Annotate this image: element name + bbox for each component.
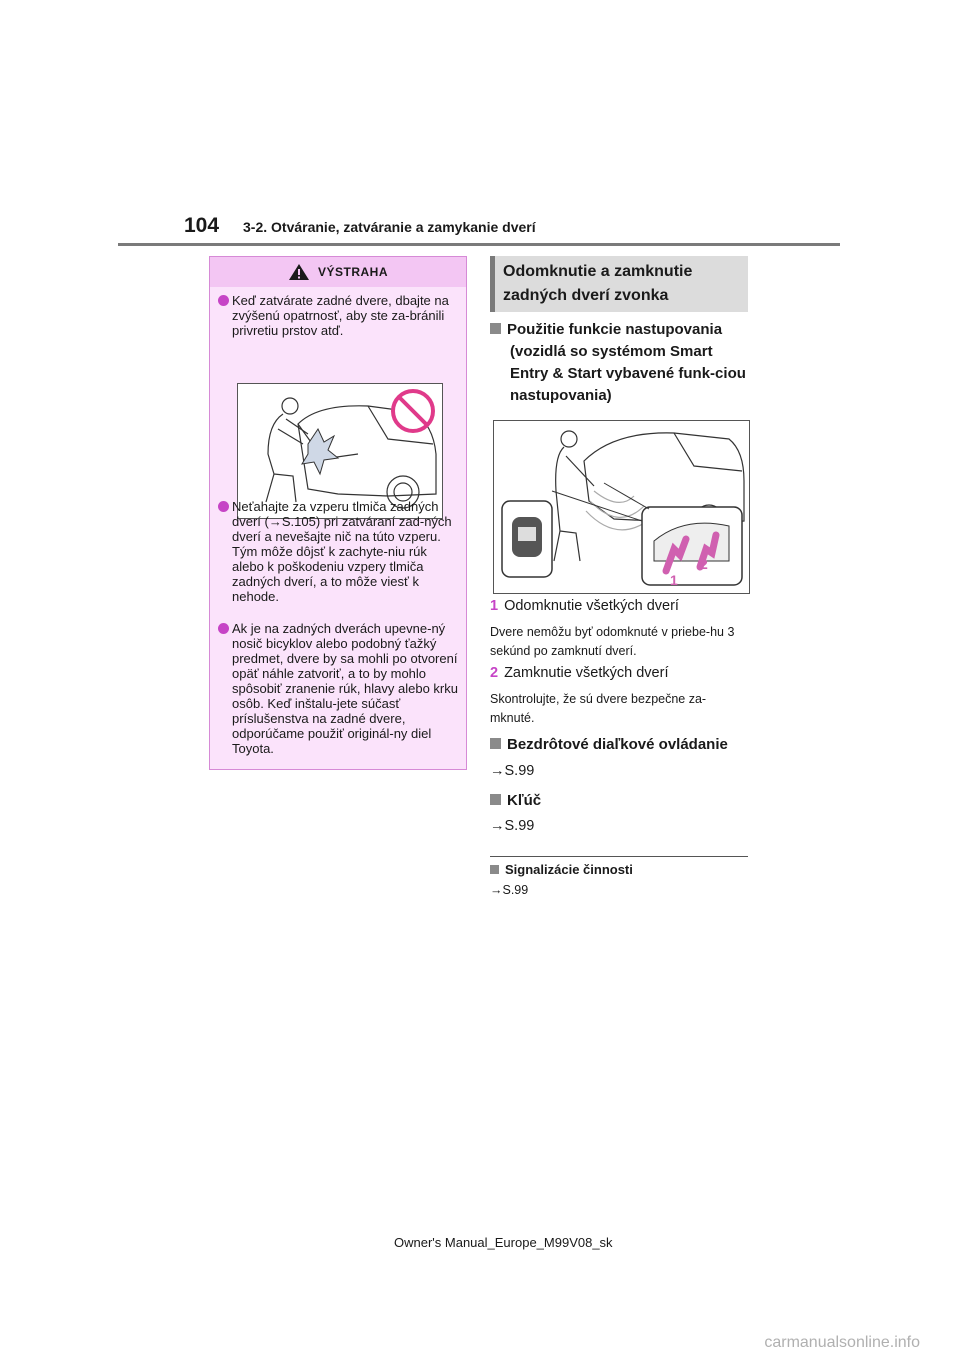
warning-header (210, 257, 466, 287)
small-section-heading: Signalizácie činnosti (490, 862, 633, 877)
warning-item: Ak je na zadných dverách upevne-ný nosič bicyklov alebo podobný ťažký predmet, dvere by sa mohli po otvorení opäť náhle zatvoriť, a to by mohlo spôsobiť zranenie rúk, hlavy alebo krku osôb. Keď inštalu-jete súčasť príslušenstva na zadné dvere, odporúčame použiť originál-ny diel Toyota. (218, 621, 458, 756)
section-heading-text: Odomknutie a zamknutie zadných dverí zvonka (503, 263, 693, 304)
section-heading (490, 256, 748, 312)
square-bullet-icon (490, 738, 501, 749)
square-bullet-icon (490, 323, 501, 334)
subsection-heading: Použitie funkcie nastupovania (vozidlá so systémom Smart Entry & Start vybavené funk-ciou nastupovania) (490, 319, 752, 407)
page-reference: →S.99 (490, 763, 535, 779)
page-number: 104 (184, 214, 220, 237)
section-title: 3-2. Otváranie, zatváranie a zamykanie dverí (243, 219, 536, 235)
step-2-note: Skontrolujte, že sú dvere bezpečne za-mknuté. (490, 692, 707, 725)
bullet-icon (218, 501, 229, 512)
warning-triangle-icon (288, 263, 310, 281)
step-1: 1 Odomknutie všetkých dverí (490, 598, 679, 614)
step-2: 2 Zamknutie všetkých dverí (490, 665, 669, 681)
divider (490, 856, 748, 857)
subsection-heading: Kľúč (490, 790, 752, 812)
bullet-icon (218, 623, 229, 634)
warning-box (209, 256, 467, 770)
smart-entry-illustration (493, 420, 750, 594)
warning-item: Neťahajte za vzperu tlmiča zadných dverí (→S.105) pri zatváraní zad-ných dverí a nevešajte nič na túto vzperu. Tým môže dôjsť k zachyte-niu rúk alebo k poškodeniu vzpery tlmiča zadných dverí, a to môže viesť k nehode. (218, 499, 458, 604)
figure-callout-1: 1 (670, 572, 678, 588)
square-bullet-icon (490, 794, 501, 805)
warning-title: VÝSTRAHA (317, 265, 388, 279)
header-rule (118, 243, 840, 246)
footer-text: Owner's Manual_Europe_M99V08_sk (394, 1235, 613, 1250)
warning-body (210, 287, 466, 769)
page-reference: →S.99 (490, 883, 529, 897)
warning-item: Keď zatvárate zadné dvere, dbajte na zvýšenú opatrnosť, aby ste za-bránili privretiu prstov atď. (218, 293, 458, 338)
step-1-note: Dvere nemôžu byť odomknuté v priebe-hu 3 sekúnd po zamknutí dverí. (490, 625, 735, 658)
page-reference: →S.99 (490, 818, 535, 834)
figure-callout-2: 2 (700, 556, 708, 572)
bullet-icon (218, 295, 229, 306)
watermark: carmanualsonline.info (764, 1334, 920, 1351)
subsection-heading: Bezdrôtové diaľkové ovládanie (490, 734, 752, 756)
square-bullet-icon (490, 865, 499, 874)
